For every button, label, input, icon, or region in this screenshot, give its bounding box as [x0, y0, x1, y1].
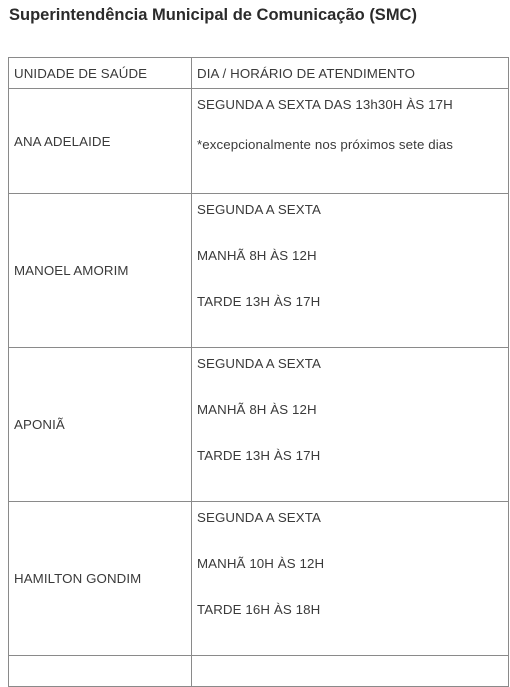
table-row-partial: [9, 656, 509, 687]
page-title: Superintendência Municipal de Comunicação (SMC): [9, 6, 417, 24]
table-row: [9, 89, 509, 194]
table-row: [9, 502, 509, 656]
schedule-cell: [192, 89, 509, 194]
table-row: [9, 194, 509, 348]
schedule-line: SEGUNDA A SEXTA: [197, 356, 321, 371]
unit-name: MANOEL AMORIM: [9, 194, 192, 348]
empty-cell: [9, 656, 192, 687]
schedule-line: SEGUNDA A SEXTA DAS 13h30H ÀS 17H: [197, 97, 453, 112]
column-header-schedule: DIA / HORÁRIO DE ATENDIMENTO: [192, 58, 509, 89]
schedule-cell: [192, 502, 509, 656]
schedule-line: MANHÃ 8H ÀS 12H: [197, 402, 317, 417]
unit-name: HAMILTON GONDIM: [9, 502, 192, 656]
schedule-line: SEGUNDA A SEXTA: [197, 510, 321, 525]
schedule-table: [8, 57, 509, 687]
unit-name: ANA ADELAIDE: [9, 89, 192, 194]
schedule-line: MANHÃ 10H ÀS 12H: [197, 556, 325, 571]
column-header-unit: UNIDADE DE SAÚDE: [9, 58, 192, 89]
schedule-line: TARDE 13H ÀS 17H: [197, 294, 321, 309]
empty-cell: [192, 656, 509, 687]
schedule-line: TARDE 13H ÀS 17H: [197, 448, 321, 463]
schedule-cell: [192, 194, 509, 348]
schedule-cell: [192, 348, 509, 502]
schedule-note: *excepcionalmente nos próximos sete dias: [197, 137, 454, 152]
schedule-line: MANHÃ 8H ÀS 12H: [197, 248, 317, 263]
schedule-line: TARDE 16H ÀS 18H: [197, 602, 321, 617]
table-row: [9, 348, 509, 502]
unit-name: APONIÃ: [9, 348, 192, 502]
schedule-line: SEGUNDA A SEXTA: [197, 202, 321, 217]
table-header-row: [9, 58, 509, 89]
